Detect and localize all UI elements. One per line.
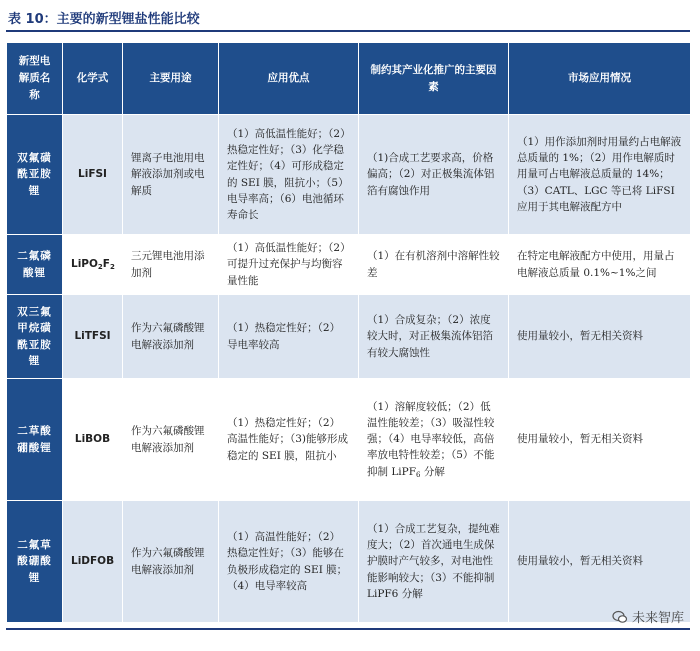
- comparison-table: [6, 42, 691, 623]
- bottom-rule: [6, 628, 690, 630]
- row-advantages: （1）热稳定性好；（2）导电率较高: [219, 295, 359, 379]
- row-formula: LiTFSI: [63, 295, 123, 379]
- row-name: 双三氟甲烷磺酰亚胺锂: [7, 295, 63, 379]
- title-rule: [6, 30, 690, 32]
- header-cell: 应用优点: [219, 43, 359, 115]
- row-formula: LiFSI: [63, 115, 123, 235]
- header-cell: 化学式: [63, 43, 123, 115]
- watermark: [612, 607, 684, 626]
- row-name: 二草酸硼酸锂: [7, 379, 63, 501]
- row-market: 在特定电解液配方中使用，用量占电解液总质量 0.1%~1%之间: [509, 235, 691, 295]
- row-market: 使用量较小，暂无相关资料: [509, 501, 691, 623]
- table-row: [7, 379, 691, 501]
- row-constraints: （1)合成工艺要求高，价格偏高；（2）对正极集流体铝箔有腐蚀作用: [359, 115, 509, 235]
- table-row: [7, 115, 691, 235]
- row-use: 三元锂电池用添加剂: [123, 235, 219, 295]
- row-advantages: （1）高低温性能好；（2）可提升过充保护与均衡容量性能: [219, 235, 359, 295]
- row-market: （1）用作添加剂时用量约占电解液总质量的 1%；（2）用作电解质时用量可占电解液总质量的 14%；（3）CATL、LGC 等已将 LiFSI 应用于其电解液配方中: [509, 115, 691, 235]
- row-constraints: （1）在有机溶剂中溶解性较差: [359, 235, 509, 295]
- row-use: 作为六氟磷酸锂电解液添加剂: [123, 379, 219, 501]
- row-advantages: （1）热稳定性好；（2）高温性能好；（3)能够形成稳定的 SEI 膜，阻抗小: [219, 379, 359, 501]
- row-advantages: （1）高温性能好；（2）热稳定性好；（3）能够在负极形成稳定的 SEI 膜；（4）电导率较高: [219, 501, 359, 623]
- header-row: [7, 43, 691, 115]
- row-use: 作为六氟磷酸锂电解液添加剂: [123, 501, 219, 623]
- row-market: 使用量较小，暂无相关资料: [509, 295, 691, 379]
- row-formula: LiDFOB: [63, 501, 123, 623]
- table-row: [7, 295, 691, 379]
- row-name: 双氟磺酰亚胺锂: [7, 115, 63, 235]
- table-row: [7, 235, 691, 295]
- watermark-text: 未来智库: [631, 611, 684, 626]
- row-use: 锂离子电池用电解液添加剂或电解质: [123, 115, 219, 235]
- row-constraints: （1）合成工艺复杂，提纯难度大；（2）首次通电生成保护膜时产气较多，对电池性能影响较大；（3）不能抑制 LiPF6 分解: [359, 501, 509, 623]
- row-name: 二氟磷酸锂: [7, 235, 63, 295]
- header-cell: 市场应用情况: [509, 43, 691, 115]
- row-use: 作为六氟磷酸锂电解液添加剂: [123, 295, 219, 379]
- header-cell: 主要用途: [123, 43, 219, 115]
- row-formula: LiBOB: [63, 379, 123, 501]
- row-constraints: （1）合成复杂；（2）浓度较大时，对正极集流体铝箔有较大腐蚀性: [359, 295, 509, 379]
- row-market: 使用量较小，暂无相关资料: [509, 379, 691, 501]
- row-advantages: （1）高低温性能好；（2）热稳定性好；（3）化学稳定性好；（4）可形成稳定的 SEI 膜，阻抗小；（5）电导率高；（6）电池循环寿命长: [219, 115, 359, 235]
- row-constraints: （1）溶解度较低；（2）低温性能较差；（3）吸湿性较强；（4）电导率较低，高倍率放电特性较差；（5）不能抑制 LiPF$_6$ 分解: [359, 379, 509, 501]
- header-cell: 制约其产业化推广的主要因素: [359, 43, 509, 115]
- row-name: 二氟草酸硼酸锂: [7, 501, 63, 623]
- row-formula: $LiPO_2F_2$: [63, 235, 123, 295]
- table-title: 表 10：主要的新型锂盐性能比较: [8, 12, 200, 27]
- table-row: [7, 501, 691, 623]
- header-cell: 新型电解质名称: [7, 43, 63, 115]
- wechat-icon: [612, 609, 628, 625]
